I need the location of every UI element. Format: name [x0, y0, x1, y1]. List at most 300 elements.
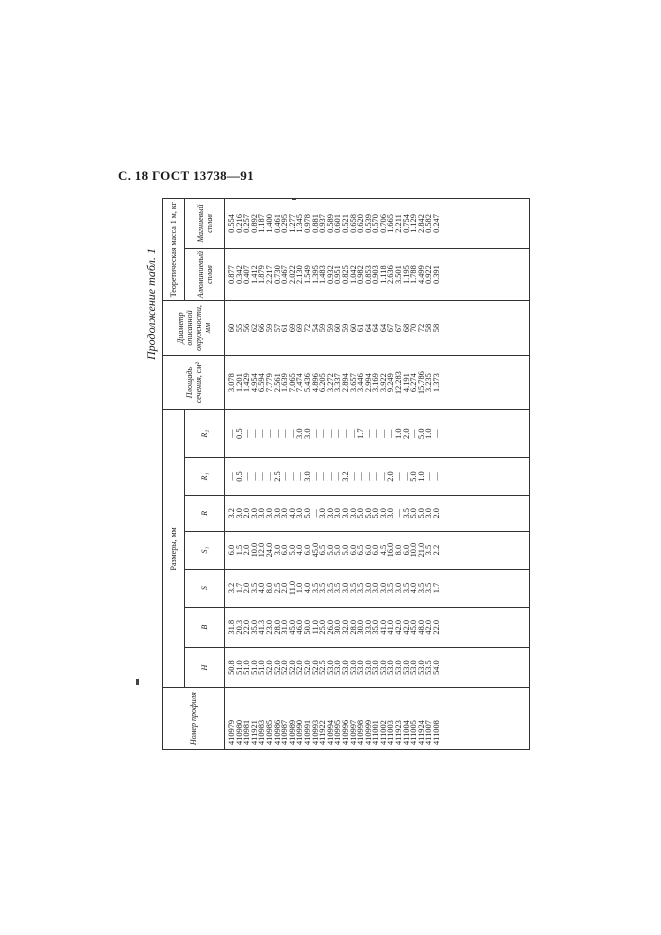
table-cell: —	[310, 472, 320, 481]
table-cell: 0.932	[325, 265, 335, 285]
table-cell: —	[325, 429, 335, 438]
header-h: H	[185, 647, 225, 687]
table-cell: 0.521	[340, 214, 350, 233]
table-cell: 2.994	[363, 373, 373, 393]
table-cell: 57	[272, 323, 282, 333]
table-cell: 32.0	[340, 619, 350, 635]
table-cell: 411005	[409, 720, 419, 745]
header-mass-group: Теоретическая масса 1 м, кг	[163, 199, 185, 301]
table-cell: 3.0	[348, 508, 358, 519]
table-cell: 46.0	[295, 619, 305, 635]
table-cell: 22.0	[242, 619, 252, 635]
table-cell: 410996	[340, 719, 350, 745]
table-cell: 0.620	[356, 214, 366, 233]
table-cell: 51.0	[249, 660, 259, 675]
table-cell: —	[318, 429, 328, 438]
table-cell: 3.0	[249, 508, 259, 519]
table-cell: —	[340, 429, 350, 438]
table-cell: 6.0	[280, 544, 290, 556]
table-cell: 0.391	[432, 265, 442, 285]
table-cell: 6.0	[371, 544, 381, 556]
table-cell: —	[249, 429, 259, 438]
table-cell: 28.0	[348, 619, 358, 635]
column-r2	[225, 410, 530, 458]
table-cell: 4.0	[287, 508, 297, 519]
table-cell: —	[378, 429, 388, 438]
table-cell: 3.5	[333, 582, 343, 594]
table-cell: 1.7	[432, 582, 442, 594]
table-cell: 6.0	[227, 544, 236, 556]
table-cell: 0.216	[234, 214, 244, 233]
table-cell: 52.0	[310, 660, 320, 675]
table-cell: 410991	[302, 719, 312, 745]
table-cell: 410998	[356, 719, 366, 745]
table-cell: 66	[257, 323, 267, 333]
table-cell: 411008	[432, 720, 442, 745]
table-cell: 6.0	[363, 544, 373, 556]
table-cell: 1.788	[409, 265, 419, 285]
table-cell: 1.129	[409, 214, 419, 233]
table-cell: 410985	[264, 719, 274, 745]
table-cell: 5.0	[302, 508, 312, 519]
table-cell: 51.0	[257, 660, 267, 675]
header-b: B	[185, 607, 225, 647]
table-cell: 1.201	[234, 373, 244, 393]
table-cell: 3.5	[424, 544, 434, 556]
table-cell: —	[432, 429, 442, 438]
column-b	[225, 607, 530, 647]
table-cell: —	[394, 472, 404, 481]
table-cell: 2.0	[386, 471, 396, 482]
column-mass-aluminum	[225, 248, 530, 300]
table-cell: 53.0	[340, 660, 350, 675]
table-cell: —	[227, 472, 236, 481]
table-cell: 2.0	[432, 508, 442, 519]
table-cell: —	[287, 429, 297, 438]
table-cell: —	[363, 472, 373, 481]
table-cell: 0.570	[371, 214, 381, 233]
table-cell: 58	[432, 323, 442, 333]
table-cell: 3.0	[371, 582, 381, 594]
table-cell: 411003	[386, 720, 396, 745]
table-cell: —	[264, 472, 274, 481]
header-mass-aluminum: Алюминиевый сплав	[185, 248, 225, 300]
header-sizes-group: Размеры, мм	[163, 410, 185, 688]
table-cell: 410989	[287, 719, 297, 745]
table-cell: 3.0	[424, 508, 434, 519]
table-cell: 12.283	[394, 371, 404, 395]
column-mass-magnesium	[225, 199, 530, 249]
column-r	[225, 495, 530, 531]
table-cell: 3.5	[348, 582, 358, 594]
table-cell: 53.0	[371, 660, 381, 675]
table-cell: 1.277	[287, 214, 297, 233]
table-cell: 3.2	[227, 582, 236, 594]
table-cell: 2.022	[287, 265, 297, 285]
header-mass-magnesium: Магниевый сплав	[185, 199, 225, 249]
table-cell: 10.0	[249, 542, 259, 558]
table-cell: 60	[227, 323, 236, 333]
table-cell: 0.730	[272, 265, 282, 285]
table-cell: 2.0	[242, 508, 252, 519]
table-cell: 3.337	[333, 373, 343, 393]
table-cell: —	[378, 472, 388, 481]
table-cell: —	[424, 472, 434, 481]
table-cell: 410999	[363, 719, 373, 745]
table-cell: 52.0	[302, 660, 312, 675]
table-cell: 3.501	[394, 265, 404, 285]
table-cell: 1.195	[401, 265, 411, 285]
table-cell: 3.5	[424, 582, 434, 594]
table-cell: 410980	[234, 719, 244, 745]
table-cell: 59	[325, 323, 335, 333]
table-cell: 410995	[333, 719, 343, 745]
table-cell: 3.0	[363, 582, 373, 594]
table-cell: 4.499	[416, 265, 426, 285]
table-cell: 58	[424, 323, 434, 333]
table-cell: 25.0	[318, 619, 328, 635]
table-cell: 5.0	[363, 508, 373, 519]
table-cell: 53.0	[416, 660, 426, 675]
table-cell: 5.0	[416, 508, 426, 519]
table-cell: 3.0	[280, 508, 290, 519]
table-cell: 2.130	[295, 265, 305, 285]
table-cell: 5.0	[340, 544, 350, 556]
table-cell: 0.342	[234, 265, 244, 285]
table-cell: 410994	[325, 719, 335, 745]
table-cell: 3.078	[227, 373, 236, 393]
table-cell: 42.0	[401, 619, 411, 635]
table-cell: 41.0	[386, 619, 396, 635]
table-cell: 3.169	[371, 373, 381, 393]
table-cell: 35.0	[249, 619, 259, 635]
table-cell: 411921	[249, 720, 259, 745]
table-cell: 70	[409, 323, 419, 333]
table-cell: —	[325, 472, 335, 481]
table-cell: —	[272, 429, 282, 438]
table-cell: —	[333, 429, 343, 438]
table-cell: 411001	[371, 720, 381, 745]
table-cell: 1.412	[249, 265, 259, 285]
table-cell: 0.295	[280, 214, 290, 233]
table-cell: 0.589	[325, 214, 335, 233]
table-cell: —	[242, 429, 252, 438]
table-cell: —	[363, 429, 373, 438]
table-cell: 0.247	[432, 214, 442, 233]
table-cell: —	[280, 429, 290, 438]
table-cell: 53.0	[386, 660, 396, 675]
table-cell: 1.5	[234, 544, 244, 556]
table-cell: 5.0	[371, 508, 381, 519]
table-cell: —	[432, 472, 442, 481]
table-cell: 3.0	[333, 508, 343, 519]
table-cell: —	[401, 472, 411, 481]
table-cell: —	[242, 472, 252, 481]
table-cell: 1.187	[257, 214, 267, 233]
table-cell: 54.0	[432, 660, 442, 675]
table-cell: 4.0	[409, 582, 419, 594]
table-cell: —	[257, 472, 267, 481]
table-cell: 3.272	[325, 373, 335, 393]
table-cell: —	[348, 472, 358, 481]
table-cell: 2.0	[242, 582, 252, 594]
table-cell: —	[333, 472, 343, 481]
table-cell: 410981	[242, 719, 252, 745]
table-cell: 6.205	[318, 373, 328, 393]
table-cell: 54	[310, 323, 320, 333]
table-cell: 72	[416, 323, 426, 333]
table-cell: 20.3	[234, 619, 244, 635]
column-s1	[225, 531, 530, 569]
table-cell: 3.0	[234, 508, 244, 519]
table-cell: 0.5	[234, 471, 244, 482]
table-cell: 52.0	[264, 660, 274, 675]
table-cell: 2.211	[394, 214, 404, 233]
table-cell: 411002	[378, 720, 388, 745]
continuation-label: Продолжение табл. 1	[144, 248, 158, 360]
table-cell: 61	[356, 323, 366, 333]
table-cell: 60	[348, 323, 358, 333]
table-cell: —	[371, 429, 381, 438]
table-cell: 3.0	[378, 582, 388, 594]
table-cell: 3.922	[378, 373, 388, 393]
header-r2: R₂	[185, 410, 225, 458]
table-cell: 411004	[401, 720, 411, 745]
table-cell: 2.894	[340, 373, 350, 393]
table-cell: 2.842	[416, 214, 426, 233]
table-cell: 5.0	[333, 544, 343, 556]
table-cell: 0.825	[340, 265, 350, 285]
stray-mark	[136, 679, 139, 685]
table-cell: 0.539	[363, 214, 373, 233]
table-cell: 53.0	[409, 660, 419, 675]
table-cell: —	[310, 509, 320, 518]
table-cell: —	[249, 472, 259, 481]
table-cell: 2.561	[272, 373, 282, 393]
table-cell: 0.658	[348, 214, 358, 233]
table-cell: 8.0	[394, 544, 404, 556]
table-cell: 1.7	[356, 428, 366, 439]
table-cell: 2.0	[280, 582, 290, 594]
table-cell: 0.257	[242, 214, 252, 233]
table-cell: 0.877	[227, 265, 236, 285]
table-cell: —	[409, 429, 419, 438]
table-cell: 4.0	[257, 582, 267, 594]
table-cell: 59	[340, 323, 350, 333]
column-diameter	[225, 301, 530, 356]
table-cell: 3.5	[401, 508, 411, 519]
table-cell: 5.0	[356, 508, 366, 519]
table-cell: 53.0	[363, 660, 373, 675]
table-cell: 53.0	[333, 660, 343, 675]
table-cell: —	[310, 429, 320, 438]
table-cell: 0.554	[227, 214, 236, 233]
table-cell: 6.5	[356, 544, 366, 556]
column-area	[225, 355, 530, 410]
table-cell: 62	[249, 323, 259, 333]
table-cell: 33.0	[363, 619, 373, 635]
table-cell: 52.5	[318, 660, 328, 675]
table-cell: 23.0	[264, 619, 274, 635]
table-cell: 1.0	[394, 428, 404, 439]
table-cell: 69	[295, 323, 305, 333]
table-cell: —	[371, 472, 381, 481]
table-cell: 1.345	[295, 214, 305, 233]
table-cell: 1.639	[280, 373, 290, 393]
table-cell: 410993	[310, 719, 320, 745]
table-cell: —	[280, 472, 290, 481]
table-cell: 3.0	[394, 582, 404, 594]
table-cell: 0.903	[371, 265, 381, 285]
table-cell: 2.636	[386, 265, 396, 285]
table-cell: 42.0	[394, 619, 404, 635]
table-cell: 64	[378, 323, 388, 333]
table-cell: 1.395	[310, 265, 320, 285]
table-cell: 3.5	[325, 582, 335, 594]
table-cell: 6.5	[318, 544, 328, 556]
table-cell: 3.2	[227, 508, 236, 519]
table-cell: 24.0	[264, 542, 274, 558]
rotated-table-block	[144, 198, 530, 750]
header-r: R	[185, 495, 225, 531]
column-profile-number	[225, 688, 530, 750]
table-cell: 3.0	[302, 428, 312, 439]
table-cell: 53.0	[356, 660, 366, 675]
table-cell: 67	[386, 323, 396, 333]
table-cell: —	[318, 472, 328, 481]
table-cell: 28.0	[272, 619, 282, 635]
table-cell: 3.0	[386, 508, 396, 519]
table-cell: 3.0	[295, 428, 305, 439]
table-cell: 1.879	[257, 265, 267, 285]
table-cell: 0.881	[310, 214, 320, 233]
table-cell: 53.0	[401, 660, 411, 675]
table-cell: 2.0	[242, 544, 252, 556]
table-cell: 50.8	[227, 660, 236, 675]
table-cell: 0.407	[242, 265, 252, 285]
table-cell: 35.0	[371, 619, 381, 635]
table-cell: 53.0	[394, 660, 404, 675]
table-cell: 52.0	[272, 660, 282, 675]
table-cell: 53.0	[325, 660, 335, 675]
table-cell: 3.657	[348, 373, 358, 393]
table-cell: —	[356, 472, 366, 481]
table-cell: 0.951	[333, 265, 343, 285]
table-cell: 1.429	[242, 373, 252, 393]
table-cell: 2.217	[264, 265, 274, 285]
table-cell: 6.0	[348, 544, 358, 556]
table-cell: 2.5	[272, 582, 282, 594]
table-cell: 16.0	[386, 542, 396, 558]
table-cell: 4.0	[295, 544, 305, 556]
table-cell: 30.0	[356, 619, 366, 635]
table-cell: —	[386, 429, 396, 438]
table-cell: 3.0	[378, 508, 388, 519]
table-cell: 69	[287, 323, 297, 333]
table-cell: 4.0	[302, 582, 312, 594]
table-cell: 2.2	[432, 544, 442, 556]
table-cell: 52.0	[280, 660, 290, 675]
header-profile-number: Номер профиля	[163, 688, 225, 750]
table-cell: 2.5	[272, 471, 282, 482]
table-cell: 59	[264, 323, 274, 333]
table-cell: 61	[280, 323, 290, 333]
table-cell: 410983	[257, 719, 267, 745]
table-cell: 6.0	[401, 544, 411, 556]
table-cell: 64	[371, 323, 381, 333]
table-cell: 6.274	[409, 373, 419, 393]
table-cell: 4.954	[249, 373, 259, 393]
table-cell: 45.0	[287, 619, 297, 635]
table-cell: 0.5	[234, 428, 244, 439]
table-cell: 3.2	[340, 471, 350, 482]
page-header: С. 18 ГОСТ 13738—91	[118, 168, 254, 183]
table-cell: 3.5	[356, 582, 366, 594]
table-cell: —	[264, 429, 274, 438]
table-cell: 4.5	[378, 544, 388, 556]
table-cell: 0.978	[302, 214, 312, 233]
table-cell: 1.118	[378, 265, 388, 284]
table-cell: 3.5	[416, 582, 426, 594]
table-cell: 53.5	[424, 660, 434, 675]
table-cell: 42.0	[424, 619, 434, 635]
table-cell: 0.461	[272, 214, 282, 233]
table-cell: 3.0	[257, 508, 267, 519]
table-cell: 3.5	[386, 582, 396, 594]
table-cell: 10.0	[409, 542, 419, 558]
table-cell: 411007	[424, 720, 434, 745]
table-cell: 3.5	[318, 582, 328, 594]
table-cell: 7.779	[264, 373, 274, 393]
table-cell: 410987	[280, 719, 290, 745]
table-cell: 52.0	[287, 660, 297, 675]
table-cell: 1.0	[424, 428, 434, 439]
table-cell: 51.0	[242, 660, 252, 675]
table-cell: 8.0	[264, 582, 274, 594]
table-cell: 3.0	[272, 508, 282, 519]
table-cell: 3.0	[325, 508, 335, 519]
header-s: S	[185, 569, 225, 607]
table-cell: —	[348, 429, 358, 438]
table-cell: 31.8	[227, 619, 236, 635]
table-cell: —	[257, 429, 267, 438]
table-cell: 0.922	[424, 265, 434, 285]
table-cell: 56	[242, 323, 252, 333]
table-cell: —	[287, 472, 297, 481]
table-cell: 410986	[272, 719, 282, 745]
table-cell: 9.249	[386, 373, 396, 393]
table-cell: 3.446	[356, 373, 366, 393]
table-cell: 7.474	[295, 373, 305, 393]
table-cell: 6.594	[257, 373, 267, 393]
table-cell: 0.982	[356, 265, 366, 285]
table-cell: 45.0	[310, 542, 320, 558]
table-cell: 1.373	[432, 373, 442, 393]
table-cell: 6.0	[302, 544, 312, 556]
table-cell: 15.786	[416, 371, 426, 395]
table-cell: 1.665	[386, 214, 396, 233]
table-cell: 5.0	[325, 544, 335, 556]
table-cell: 3.0	[272, 544, 282, 556]
table-cell: 411923	[394, 720, 404, 745]
table-cell: 41.3	[257, 619, 267, 635]
table-cell: 411922	[318, 720, 328, 745]
table-cell: 26.0	[325, 619, 335, 635]
table-cell: 4.191	[401, 373, 411, 393]
table-cell: 64	[363, 323, 373, 333]
table-cell: 41.0	[378, 619, 388, 635]
table-cell: 0.706	[378, 214, 388, 233]
